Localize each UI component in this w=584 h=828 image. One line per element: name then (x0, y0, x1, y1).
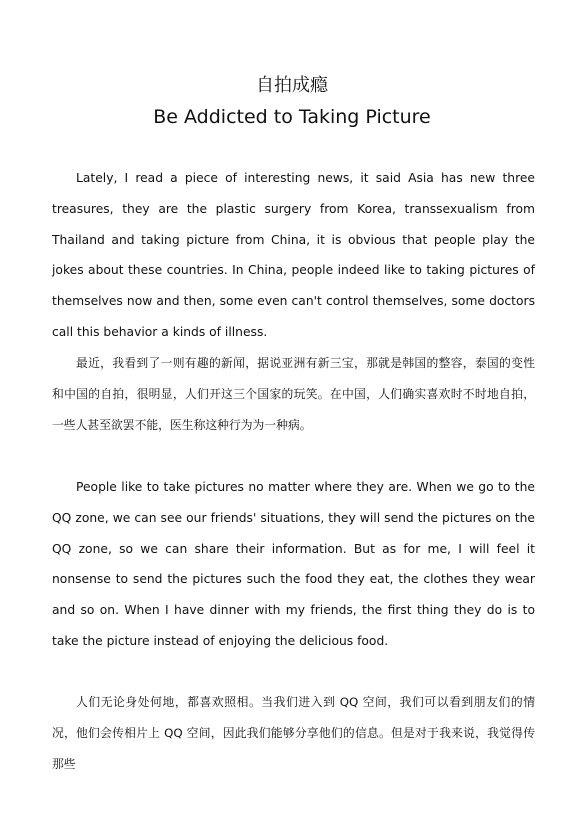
title-chinese: 自拍成瘾 (256, 75, 328, 96)
paragraph-chinese-1: 最近，我看到了一则有趣的新闻，据说亚洲有新三宝，那就是韩国的整容，泰国的变性和中国的自拍，很明显，人们开这三个国家的玩笑。在中国，人们确实喜欢时不时地自拍，一些人甚至欲罢不能，医生称这种行为为一种病。 (52, 356, 535, 432)
title-english: Be Addicted to Taking Picture (153, 106, 431, 128)
paragraph-english-1: Lately, I read a piece of interesting news, it said Asia has new three treasures, they are the plastic surgery from Korea, transsexualism from Thailand and taking picture from China, it is obvious that people play the jokes about these countries. In China, people indeed like to taking pictures of themselves now and then, some even can't control themselves, some doctors call this behavior a kinds of illness. (52, 171, 535, 339)
paragraph-english-2: People like to take pictures no matter where they are. When we go to the QQ zone, we can see our friends' situations, they will send the pictures on the QQ zone, so we can share their information. But as for me, I will feel it nonsense to send the pictures such the food they eat, the clothes they wear and so on. When I have dinner with my friends, the first thing they do is to take the picture instead of enjoying the delicious food. (52, 480, 535, 648)
paragraph-chinese-2: 人们无论身处何地，都喜欢照相。当我们进入到 QQ 空间，我们可以看到朋友们的情况，他们会传相片上 QQ 空间，因此我们能够分享他们的信息。但是对于我来说，我觉得传那些 (52, 695, 535, 771)
